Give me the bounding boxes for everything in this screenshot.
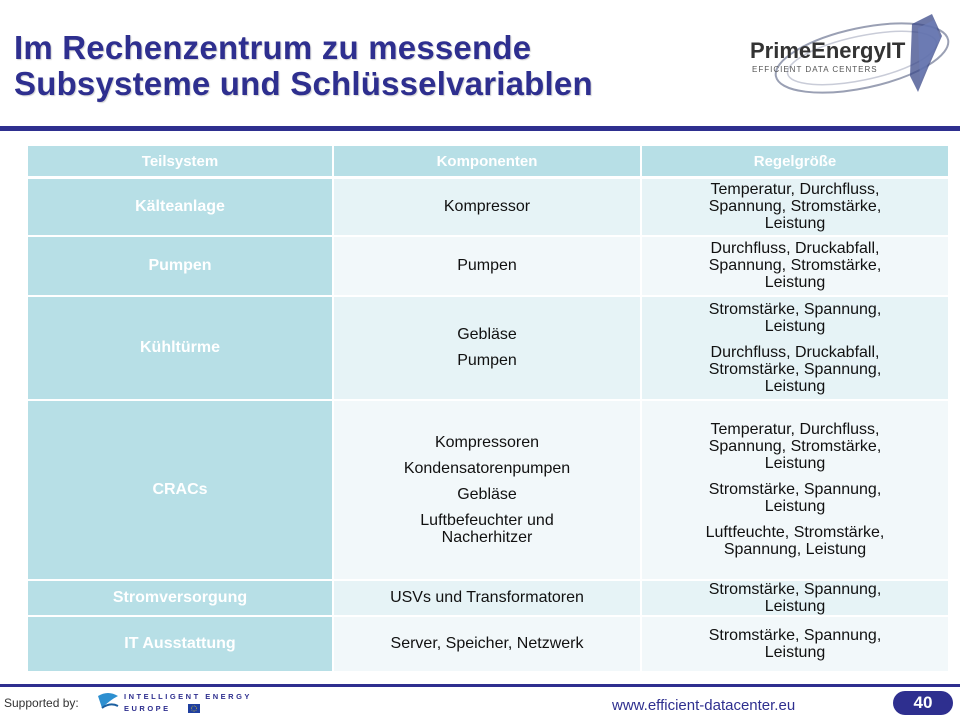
supported-by-label: Supported by:: [4, 696, 79, 710]
component-text: Pumpen: [457, 352, 517, 369]
website-link[interactable]: www.efficient-datacenter.eu: [612, 697, 796, 714]
variable-text: Temperatur, Durchfluss,: [710, 421, 880, 438]
components-cell: [333, 236, 641, 296]
subsystem-cell: Stromversorgung: [27, 580, 333, 616]
table-row: [27, 616, 949, 672]
column-header-komponenten: Komponenten: [333, 146, 641, 178]
variable-text: Stromstärke, Spannung,: [708, 626, 882, 644]
page-number-badge: 40: [893, 691, 953, 715]
component-text: Kondensatorenpumpen: [403, 459, 571, 477]
variable-text: Leistung: [764, 377, 826, 395]
component-text: USVs und Transformatoren: [390, 589, 584, 606]
variable-text: Durchfluss, Druckabfall,: [710, 343, 880, 361]
variable-text: Leistung: [764, 215, 826, 233]
variable-text: Temperatur, Durchfluss,: [710, 181, 880, 199]
subsystem-cell: Kälteanlage: [27, 178, 333, 236]
subsystem-cell: CRACs: [27, 400, 333, 580]
variable-text: Spannung, Stromstärke,: [708, 257, 882, 274]
component-text: Gebläse: [457, 485, 517, 503]
variable-text: Leistung: [764, 597, 826, 615]
table-row: [27, 296, 949, 400]
variable-text: Stromstärke, Spannung,: [708, 360, 882, 378]
table-row: [27, 580, 949, 616]
table-row: [27, 236, 949, 296]
variable-text: Leistung: [764, 274, 826, 291]
components-cell: [333, 616, 641, 672]
components-cell: [333, 400, 641, 580]
variable-text: Spannung, Stromstärke,: [708, 198, 882, 216]
variables-cell: [641, 236, 949, 296]
table-header-row: [27, 146, 949, 178]
variables-cell: [641, 178, 949, 236]
components-cell: [333, 296, 641, 400]
subsystem-cell: IT Ausstattung: [27, 616, 333, 672]
svg-text:INTELLIGENT ENERGY: INTELLIGENT ENERGY: [124, 692, 252, 701]
slide-title-line-2: Subsysteme und Schlüsselvariablen: [14, 65, 593, 102]
variable-text: Durchfluss, Druckabfall,: [710, 240, 880, 257]
component-text: Luftbefeuchter und: [420, 511, 554, 529]
variable-text: Stromstärke, Spannung,: [708, 300, 882, 318]
variable-text: Spannung, Leistung: [723, 541, 867, 558]
variable-text: Luftfeuchte, Stromstärke,: [705, 524, 885, 541]
variable-text: Leistung: [764, 317, 826, 335]
component-text: Kompressor: [443, 198, 531, 216]
components-cell: [333, 580, 641, 616]
slide-title-line-1: Im Rechenzentrum zu messende: [14, 29, 532, 66]
variable-text: Spannung, Stromstärke,: [708, 438, 882, 455]
subsystems-table: [26, 146, 950, 673]
slide-title: [14, 30, 704, 102]
variable-text: Leistung: [764, 455, 826, 472]
component-text: Nacherhitzer: [441, 528, 533, 546]
variable-text: Leistung: [764, 498, 826, 515]
component-text: Server, Speicher, Netzwerk: [390, 635, 584, 652]
variable-text: Leistung: [764, 643, 826, 661]
column-header-teilsystem: Teilsystem: [27, 146, 333, 178]
footer-divider: [0, 684, 960, 687]
variable-text: Stromstärke, Spannung,: [708, 481, 882, 498]
svg-text:EFFICIENT DATA CENTERS: EFFICIENT DATA CENTERS: [752, 65, 878, 74]
component-text: Pumpen: [457, 257, 517, 274]
variables-cell: [641, 580, 949, 616]
intelligent-energy-europe-logo: [96, 688, 266, 716]
header-divider: [0, 126, 960, 131]
variables-cell: [641, 296, 949, 400]
component-text: Kompressoren: [434, 433, 540, 451]
subsystem-cell: Kühltürme: [27, 296, 333, 400]
column-header-regelgroesse: Regelgröße: [641, 146, 949, 178]
primeenergyit-logo: [742, 6, 952, 106]
variables-cell: [641, 400, 949, 580]
variable-text: Stromstärke, Spannung,: [708, 580, 882, 598]
svg-text:EUROPE: EUROPE: [124, 704, 171, 713]
component-text: Gebläse: [457, 326, 517, 343]
variables-cell: [641, 616, 949, 672]
components-cell: [333, 178, 641, 236]
table-row: [27, 400, 949, 580]
svg-text:PrimeEnergyIT: PrimeEnergyIT: [750, 38, 906, 63]
subsystem-cell: Pumpen: [27, 236, 333, 296]
table-row: [27, 178, 949, 236]
